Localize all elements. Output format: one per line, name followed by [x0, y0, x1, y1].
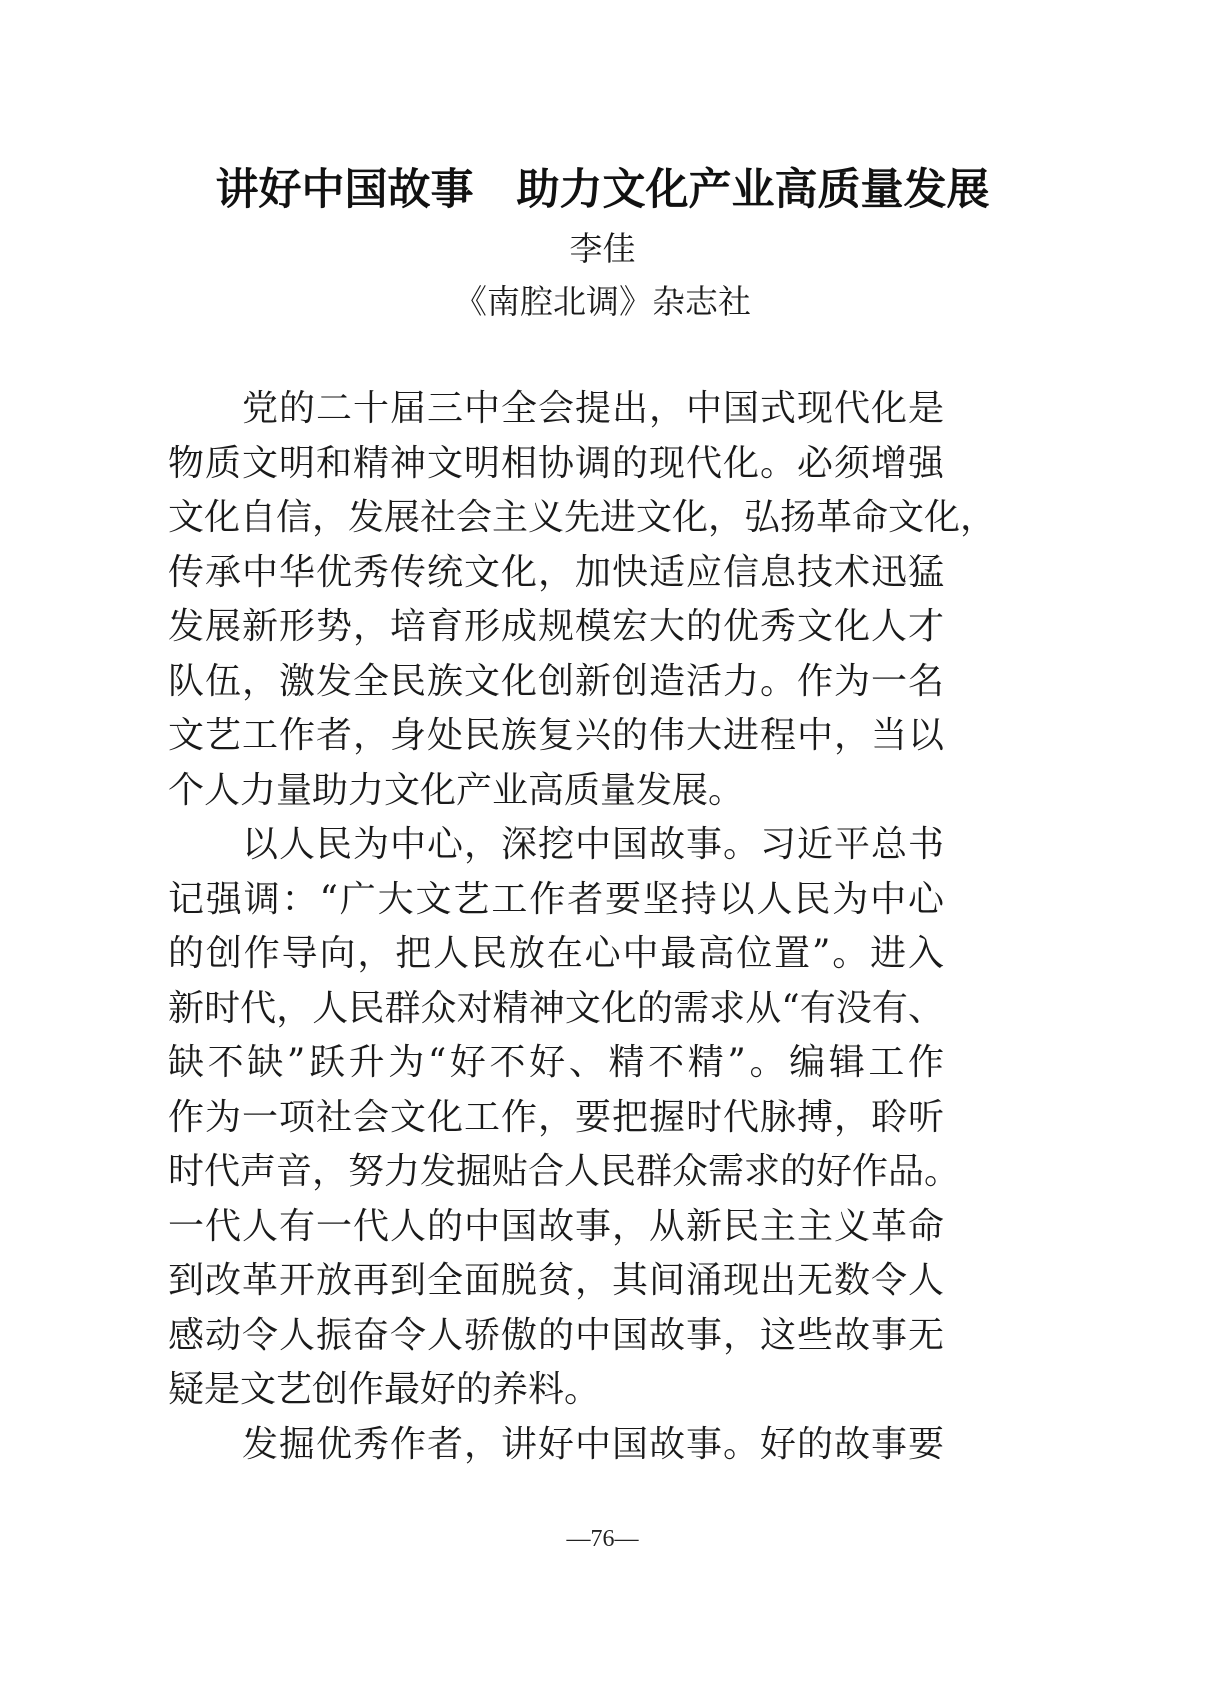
article-title: 讲好中国故事 助力文化产业高质量发展: [215, 165, 990, 215]
author-affiliation: 《南腔北调》杂志社: [454, 282, 751, 321]
paragraph-2-line: 疑是文艺创作最好的养料。: [168, 1369, 601, 1410]
paragraph-2-line: 记强调：“广大文艺工作者要坚持以人民为中心: [168, 878, 944, 920]
paragraph-2-line: 的创作导向，把人民放在心中最高位置”。进入: [168, 933, 944, 974]
paragraph-1-line: 党的二十届三中全会提出，中国式现代化是: [242, 388, 944, 429]
paragraph-2-line: 作为一项社会文化工作，要把握时代脉搏，聆听: [168, 1096, 944, 1138]
paragraph-1-line: 个人力量助力文化产业高质量发展。: [168, 769, 745, 811]
paragraph-2-line: 以人民为中心，深挖中国故事。习近平总书: [242, 824, 944, 865]
paragraph-2-line: 感动令人振奋令人骄傲的中国故事，这些故事无: [168, 1314, 944, 1356]
paragraph-2-line: 时代声音，努力发掘贴合人民群众需求的好作品。: [168, 1151, 961, 1192]
article-body: [168, 382, 997, 1472]
paragraph-1-line: 传承中华优秀传统文化，加快适应信息技术迅猛: [168, 551, 944, 593]
paragraph-3-line: 发掘优秀作者，讲好中国故事。好的故事要: [242, 1423, 944, 1465]
paragraph-1-line: 物质文明和精神文明相协调的现代化。必须增强: [168, 442, 944, 484]
article-author: 李佳: [569, 229, 636, 268]
paragraph-2-line: 到改革开放再到全面脱贫，其间涌现出无数令人: [168, 1260, 944, 1301]
paragraph-1-line: 文化自信，发展社会主义先进文化，弘扬革命文化，: [168, 497, 997, 538]
paragraph-1-line: 发展新形势，培育形成规模宏大的优秀文化人才: [168, 606, 944, 647]
paragraph-2-line: 新时代，人民群众对精神文化的需求从“有没有、: [168, 987, 944, 1029]
paragraph-2-line: 缺不缺”跃升为“好不好、精不精”。编辑工作: [168, 1042, 944, 1083]
paragraph-1-line: 文艺工作者，身处民族复兴的伟大进程中，当以: [168, 715, 944, 756]
page-number: —76—: [566, 1526, 639, 1552]
paragraph-1-line: 队伍，激发全民族文化创新创造活力。作为一名: [168, 660, 944, 702]
paragraph-2-line: 一代人有一代人的中国故事，从新民主主义革命: [168, 1205, 944, 1247]
